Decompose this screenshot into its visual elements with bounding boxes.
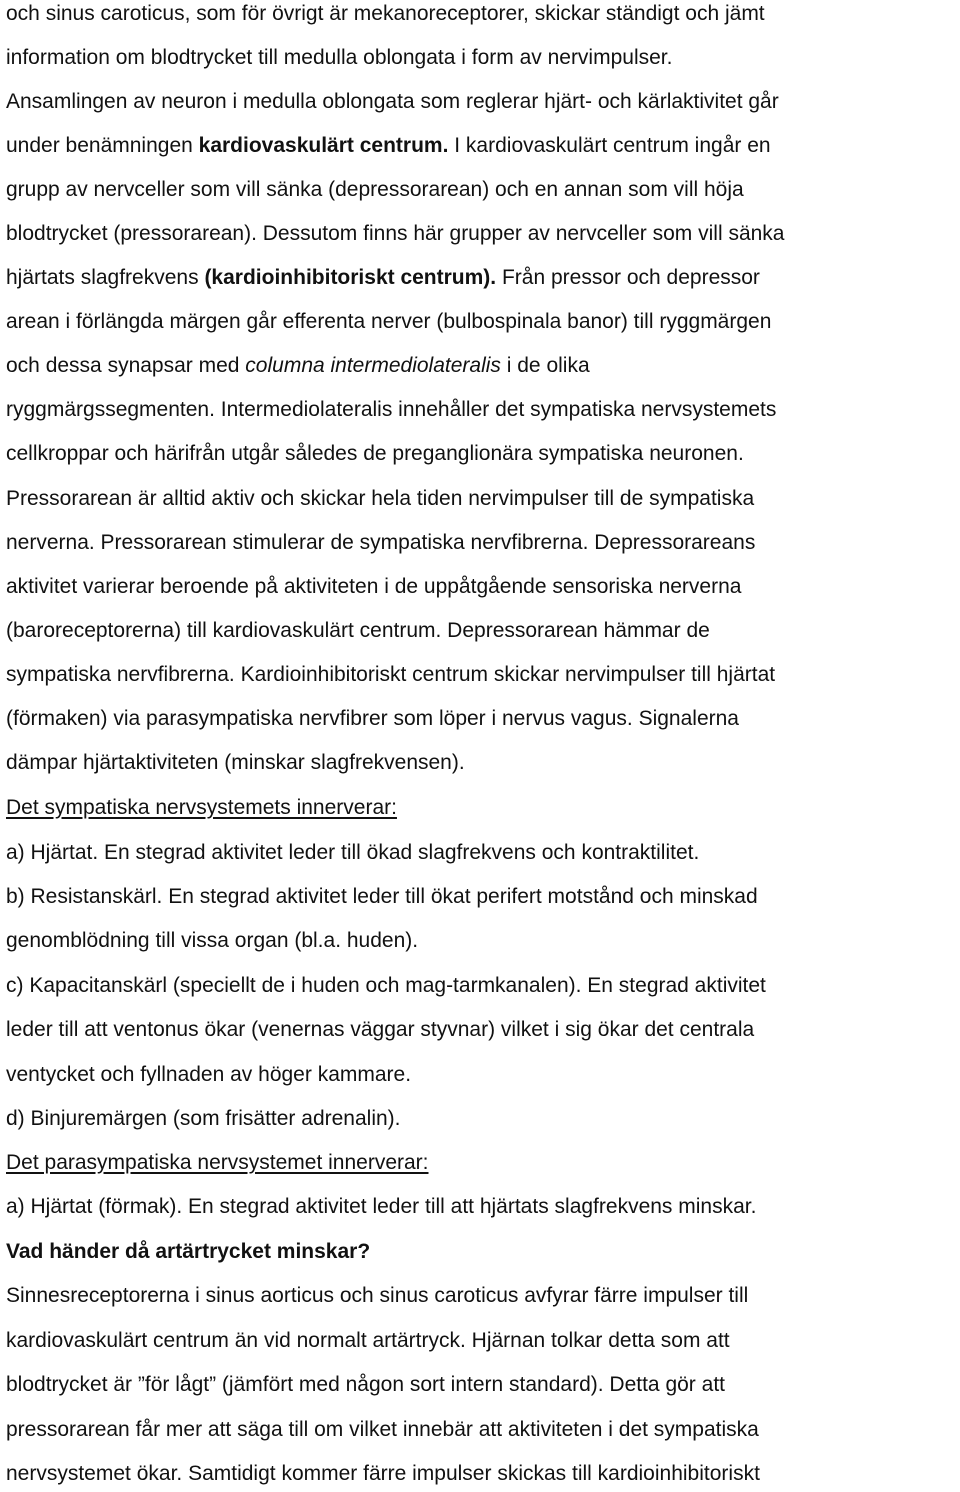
underlined-heading: Det sympatiska nervsystemets innerverar:: [6, 796, 397, 819]
underlined-heading: Det parasympatiska nervsystemet innerverar:: [6, 1151, 429, 1174]
text-line: och sinus caroticus, som för övrigt är mekanoreceptorer, skickar ständigt och jämt: [6, 2, 765, 25]
text-line: dämpar hjärtaktiviteten (minskar slagfrekvensen).: [6, 751, 465, 774]
bold-term: kardiovaskulärt centrum.: [198, 134, 449, 157]
text-line: Pressorarean är alltid aktiv och skickar hela tiden nervimpulser till de sympatiska: [6, 487, 755, 510]
text-line: sympatiska nervfibrerna. Kardioinhibitoriskt centrum skickar nervimpulser till hjärtat: [6, 663, 776, 686]
text-line: blodtrycket (pressorarean). Dessutom finns här grupper av nervceller som vill sänka: [6, 222, 785, 245]
text-line: nervsystemet ökar. Samtidigt kommer färre impulser skickas till kardioinhibitoriskt: [6, 1462, 760, 1485]
text-line: [6, 133, 771, 159]
text-run: under benämningen: [6, 134, 199, 157]
text-line: nerverna. Pressorarean stimulerar de sympatiska nervfibrerna. Depressorareans: [6, 531, 756, 554]
italic-term: columna intermediolateralis: [245, 354, 501, 377]
text-line: a) Hjärtat (förmak). En stegrad aktivitet leder till att hjärtats slagfrekvens minskar.: [6, 1195, 757, 1218]
text-run: och dessa synapsar med: [6, 354, 246, 377]
text-line: ventycket och fyllnaden av höger kammare.: [6, 1063, 412, 1086]
text-line: (baroreceptorerna) till kardiovaskulärt centrum. Depressorarean hämmar de: [6, 619, 710, 642]
text-run: I kardiovaskulärt centrum ingår en: [448, 134, 771, 157]
text-line: kardiovaskulärt centrum än vid normalt artärtryck. Hjärnan tolkar detta som att: [6, 1329, 730, 1352]
text-line: pressorarean får mer att säga till om vilket innebär att aktiviteten i det sympatiska: [6, 1418, 759, 1441]
text-run: Från pressor och depressor: [496, 266, 760, 289]
text-line: c) Kapacitanskärl (speciellt de i huden och mag-tarmkanalen). En stegrad aktivitet: [6, 974, 766, 997]
text-line: blodtrycket är ”för lågt” (jämfört med någon sort intern standard). Detta gör att: [6, 1373, 725, 1396]
text-line: aktivitet varierar beroende på aktiviteten i de uppåtgående sensoriska nerverna: [6, 575, 742, 598]
text-run: i de olika: [500, 354, 590, 377]
text-line: d) Binjuremärgen (som frisätter adrenalin).: [6, 1107, 401, 1130]
text-line: Ansamlingen av neuron i medulla oblongata som reglerar hjärt- och kärlaktivitet går: [6, 90, 779, 113]
text-line: cellkroppar och härifrån utgår således de preganglionära sympatiska neuronen.: [6, 442, 744, 465]
text-line: [6, 265, 760, 291]
text-line: [6, 353, 590, 379]
text-line: a) Hjärtat. En stegrad aktivitet leder till ökad slagfrekvens och kontraktilitet.: [6, 841, 700, 864]
text-line: leder till att ventonus ökar (venernas väggar styvnar) vilket i sig ökar det centrala: [6, 1018, 755, 1041]
text-line: ryggmärgssegmenten. Intermediolateralis innehåller det sympatiska nervsystemets: [6, 398, 777, 421]
text-line: genomblödning till vissa organ (bl.a. huden).: [6, 929, 419, 952]
text-line: b) Resistanskärl. En stegrad aktivitet leder till ökat perifert motstånd och minskad: [6, 885, 758, 908]
text-line: grupp av nervceller som vill sänka (depressorarean) och en annan som vill höja: [6, 178, 744, 201]
text-line: arean i förlängda märgen går efferenta nerver (bulbospinala banor) till ryggmärgen: [6, 310, 772, 333]
bold-question-heading: Vad händer då artärtrycket minskar?: [6, 1240, 371, 1263]
text-line: Sinnesreceptorerna i sinus aorticus och sinus caroticus avfyrar färre impulser till: [6, 1284, 749, 1307]
text-line: information om blodtrycket till medulla oblongata i form av nervimpulser.: [6, 46, 673, 69]
text-run: hjärtats slagfrekvens: [6, 266, 205, 289]
text-line: (förmaken) via parasympatiska nervfibrer som löper i nervus vagus. Signalerna: [6, 707, 739, 730]
bold-term: (kardioinhibitoriskt centrum).: [204, 266, 497, 289]
